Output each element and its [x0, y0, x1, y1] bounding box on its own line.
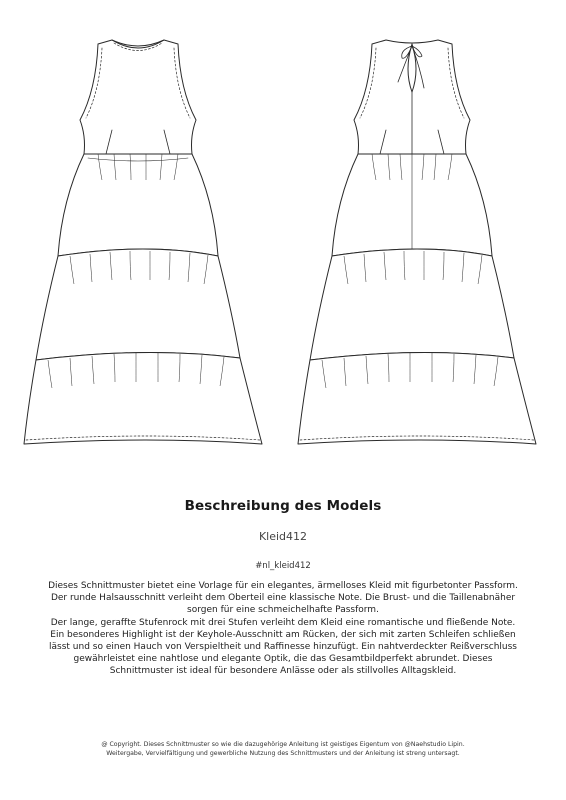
description-paragraph: Der runde Halsausschnitt verleiht dem Oberteil eine klassische Note. Die Brust- und die Taillenabnäher sorgen für eine schmeichelhafte Passform.	[50, 593, 516, 616]
front-skirt-tier-2	[36, 249, 240, 360]
hashtag: #nl_kleid412	[255, 561, 311, 571]
dress-front-drawing	[18, 30, 278, 460]
model-name: Kleid412	[258, 530, 308, 543]
description-paragraph: Der lange, geraffte Stufenrock mit drei Stufen verleiht dem Kleid eine romantische und fließende Note.	[50, 617, 516, 628]
front-skirt-tier-3	[24, 352, 262, 444]
dress-back-drawing	[292, 30, 552, 460]
description-paragraph: Ein besonderes Highlight ist der Keyhole-Ausschnitt am Rücken, der sich mit zarten Schleifen schließen lässt und so einen Hauch von Verspieltheit und Raffinesse hinzufügt. Ein nahtverdeckter Reißverschluss gewährleistet eine nahtlose und elegante Optik, die das Gesamtbildperfekt abrundet. Dieses Schnittmuster ist ideal für besondere Anlässe oder als stillvolles Alltagskleid.	[49, 629, 517, 677]
dress-front-sketch	[18, 30, 278, 460]
copyright-line: Weitergabe, Vervielfältigung und gewerbliche Nutzung des Schnittmusters und der Anleitung ist streng untersagt.	[106, 750, 460, 758]
description-paragraph: Dieses Schnittmuster bietet eine Vorlage für ein elegantes, ärmelloses Kleid mit figurbetonter Passform.	[48, 581, 518, 591]
copyright-line: @ Copyright. Dieses Schnittmuster so wie die dazugehörige Anleitung ist geistiges Eigentum von @Naehstudio Lipin.	[101, 741, 465, 748]
front-skirt-tier-1	[58, 154, 218, 256]
back-skirt-tier-2	[310, 249, 514, 360]
dress-back-sketch	[292, 30, 552, 460]
front-bodice	[80, 40, 196, 154]
model-description	[44, 580, 522, 678]
back-skirt-tier-3	[298, 352, 536, 444]
page-title: Beschreibung des Models	[184, 498, 382, 514]
copyright-notice	[95, 740, 471, 759]
